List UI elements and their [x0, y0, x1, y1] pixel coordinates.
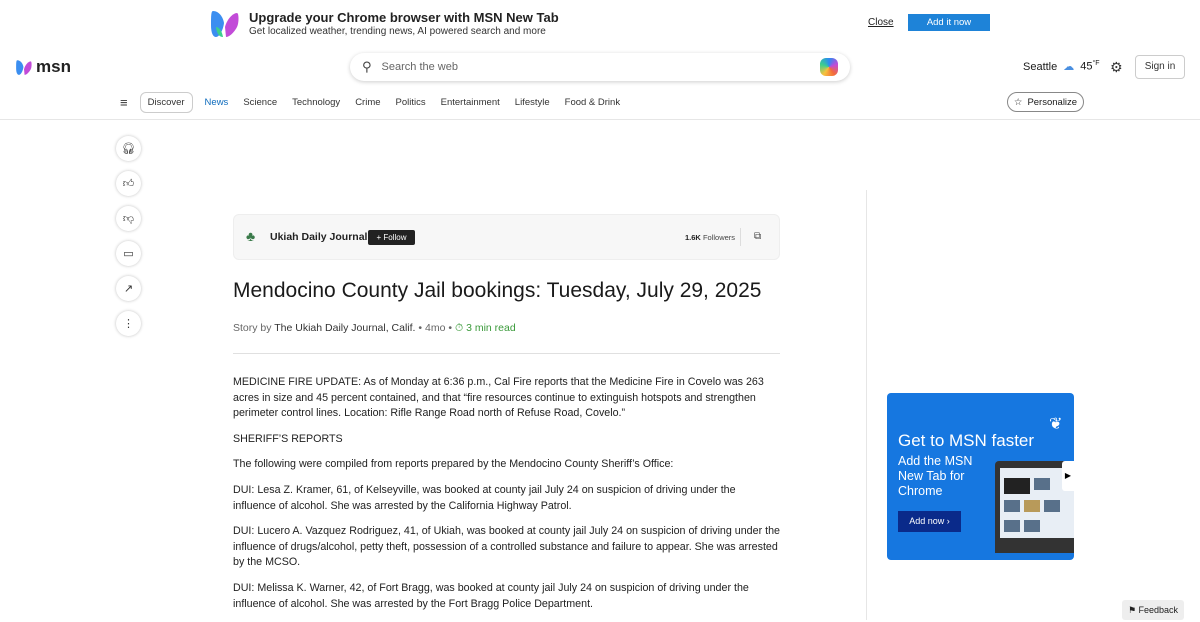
- nav-item-entertainment[interactable]: Entertainment: [440, 97, 500, 108]
- paragraph: MEDICINE FIRE UPDATE: As of Monday at 6:36 p.m., Cal Fire reports that the Medicine Fire in Covelo was 263 acres in size and 45 percent contained, and that “fire resources continue to extinguish hotspots and strengthen perimeter control lines. Location: Rifle Range Road north of Refuse Road, Covelo.”: [233, 376, 764, 420]
- divider: [0, 119, 1200, 120]
- timer-icon: ⏱: [454, 322, 464, 334]
- paragraph: DUI: Melissa K. Warner, 42, of Fort Bragg, was booked at county jail July 24 on suspicion of driving under the influence of alcohol. She was arrested by the Fort Bragg Police Department.: [233, 581, 749, 610]
- msn-butterfly-icon: [15, 58, 33, 76]
- personalize-label: Personalize: [1027, 96, 1078, 108]
- nav-item-food-drink[interactable]: Food & Drink: [564, 97, 621, 108]
- followers-number: 1.6K: [685, 233, 701, 242]
- msn-logo[interactable]: [15, 57, 71, 77]
- discover-button[interactable]: Discover: [140, 92, 193, 113]
- search-bar[interactable]: [350, 53, 850, 81]
- hamburger-menu-icon[interactable]: ≡: [120, 95, 128, 110]
- author-link[interactable]: The Ukiah Daily Journal, Calif.: [274, 322, 416, 334]
- logo-text: msn: [36, 57, 71, 76]
- personalize-button[interactable]: [1007, 92, 1084, 112]
- star-icon: ☆: [1013, 96, 1023, 108]
- search-input[interactable]: [382, 61, 820, 73]
- article-body: [233, 375, 780, 622]
- nav-item-crime[interactable]: Crime: [355, 97, 381, 108]
- msn-butterfly-icon: [209, 7, 241, 39]
- byline: Story by The Ukiah Daily Journal, Calif. • 4mo • ⏱ 3 min read: [233, 322, 516, 334]
- add-it-now-button[interactable]: Add it now: [908, 14, 990, 31]
- copilot-icon[interactable]: [820, 58, 838, 76]
- follow-button[interactable]: + Follow: [368, 230, 415, 245]
- temperature: 45: [1080, 60, 1093, 73]
- dislike-thumbs-down-icon[interactable]: 👎︎: [116, 206, 141, 231]
- more-options-icon[interactable]: ⋮: [116, 311, 141, 336]
- ad-subtext: Add the MSN New Tab for Chrome: [898, 454, 973, 498]
- msn-butterfly-icon: ❦: [1049, 416, 1063, 433]
- temp-unit: °F: [1092, 60, 1100, 68]
- ad-headline: Get to MSN faster: [898, 431, 1035, 450]
- article-age: 4mo: [425, 322, 446, 334]
- msn-ad[interactable]: [887, 393, 1074, 560]
- paragraph: SHERIFF’S REPORTS: [233, 432, 343, 445]
- nav-bar: [120, 92, 635, 113]
- publisher-name[interactable]: Ukiah Daily Journal: [270, 231, 368, 243]
- divider: [740, 228, 741, 246]
- column-divider: [866, 190, 867, 620]
- followers-count: [685, 233, 735, 242]
- paragraph: The following were compiled from reports prepared by the Mendocino County Sheriff’s Office:: [233, 458, 674, 471]
- paragraph: DUI: Lucero A. Vazquez Rodriguez, 41, of Ukiah, was booked at county jail July 24 on suspicion of driving under the influence of drugs/alcohol, petty theft, possession of a controlled substance and failure to appear. She was arrested by the MCSO.: [233, 525, 780, 569]
- like-thumbs-up-icon[interactable]: 👍︎: [116, 171, 141, 196]
- article-title: Mendocino County Jail bookings: Tuesday, July 29, 2025: [233, 279, 762, 302]
- publisher-logo-tree-icon: ♣: [246, 228, 256, 244]
- nav-item-lifestyle[interactable]: Lifestyle: [514, 97, 550, 108]
- search-icon: ⚲: [362, 59, 372, 74]
- city-label: Seattle: [1023, 60, 1058, 73]
- followers-label: Followers: [702, 233, 736, 242]
- paragraph: DUI: Lesa Z. Kramer, 61, of Kelseyville, was booked at county jail July 24 on suspicion of driving under the influence of alcohol. She was arrested by the California Highway Patrol.: [233, 483, 736, 512]
- share-icon[interactable]: ↗: [116, 276, 141, 301]
- ad-play-arrow-icon[interactable]: ▶: [1062, 461, 1074, 491]
- nav-item-news[interactable]: News: [204, 97, 229, 108]
- feedback-icon: ⚑: [1127, 605, 1137, 615]
- settings-gear-icon[interactable]: ⚙: [1110, 59, 1123, 75]
- listen-headphones-icon[interactable]: 🎧︎: [116, 136, 141, 161]
- comment-icon[interactable]: ▭: [116, 241, 141, 266]
- feedback-button[interactable]: [1122, 600, 1184, 620]
- story-by-label: Story by: [233, 322, 272, 334]
- banner-title: Upgrade your Chrome browser with MSN New Tab: [249, 10, 559, 25]
- feedback-label: Feedback: [1138, 605, 1179, 615]
- open-external-icon[interactable]: ⧉: [754, 231, 762, 242]
- banner-close-link[interactable]: Close: [868, 17, 894, 28]
- nav-item-science[interactable]: Science: [243, 97, 278, 108]
- weather-widget[interactable]: [1023, 60, 1100, 73]
- nav-item-politics[interactable]: Politics: [395, 97, 426, 108]
- sign-in-button[interactable]: Sign in: [1135, 55, 1185, 79]
- weather-rain-icon: ☁: [1063, 61, 1075, 73]
- read-time: 3 min read: [466, 322, 516, 334]
- upgrade-banner: [0, 0, 1200, 46]
- ad-add-now-button[interactable]: Add now ›: [898, 511, 961, 532]
- divider: [233, 353, 780, 354]
- banner-subtitle: Get localized weather, trending news, AI powered search and more: [249, 26, 546, 37]
- nav-item-technology[interactable]: Technology: [292, 97, 341, 108]
